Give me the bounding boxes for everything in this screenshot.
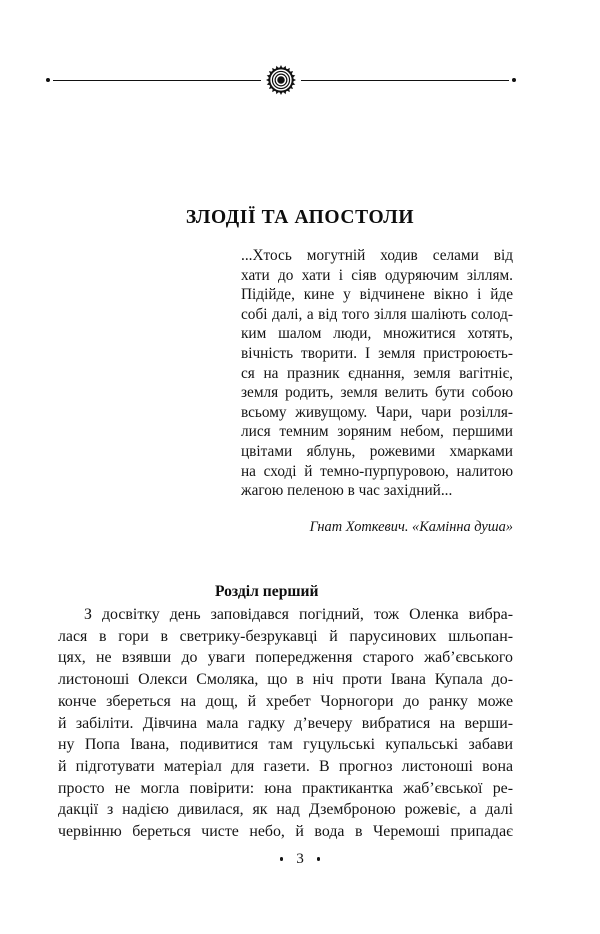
epigraph-line: собі далі, а від того зілля шаліють солод-	[241, 305, 513, 323]
gear-rosette-ornament-icon	[266, 65, 296, 95]
header-ornament-rule	[46, 62, 516, 98]
folio-dot-left-icon	[280, 857, 284, 861]
folio-dot-right-icon	[317, 857, 321, 861]
body-line: конче збереться на дощ, й хребет Чорногори до ранку може	[58, 692, 513, 710]
rule-line-right	[301, 80, 509, 81]
body-line: ну Попа Івана, подивитися там гуцульські купальські забави	[58, 736, 513, 754]
epigraph-line: земля родить, земля велить бути собою	[241, 384, 513, 402]
chapter-title: ЗЛОДІЇ ТА АПОСТОЛИ	[185, 207, 415, 229]
epigraph-line: ...Хтось могутній ходив селами від	[241, 247, 513, 264]
epigraph-line: жагою пеленою в час західний...	[241, 482, 453, 500]
rule-end-dot-left	[46, 78, 50, 82]
page-number: 3	[296, 850, 304, 867]
body-text-block	[58, 604, 513, 843]
epigraph-line: всьому живущому. Чари, чари розілля-	[241, 403, 513, 421]
epigraph-source-attribution: Гнат Хоткевич. «Камінна душа»	[309, 518, 513, 535]
body-line: просто не могла повірити: юна практикантка жаб’євської ре-	[58, 779, 513, 797]
section-heading: Розділ перший	[215, 582, 319, 600]
page-folio	[0, 850, 600, 868]
body-line: цях, не взявши до уваги попередження старого жаб’євського	[58, 649, 513, 667]
rule-line-left	[53, 80, 261, 81]
epigraph-line: цвітами яблунь, рожевими хмарками	[241, 442, 513, 460]
epigraph-line: ся на празник єднання, земля вагітніє,	[241, 364, 513, 382]
body-line: й забіліти. Дівчина мала гадку д’вечеру вибратися на верши-	[58, 714, 513, 732]
rule-end-dot-right	[512, 78, 516, 82]
body-line: лася в гори в светрику-безрукавці й парусинових шльопан-	[58, 627, 513, 645]
epigraph-text	[215, 246, 513, 501]
epigraph-line: на сході й темно-пурпуровою, налитою	[241, 462, 513, 480]
epigraph-line: вічність творити. І земля пристроюєть-	[241, 344, 513, 362]
epigraph-block	[215, 246, 513, 536]
epigraph-line: хати до хати і сіяв одуряючим зіллям.	[241, 266, 513, 284]
body-line: й підготувати матеріал для газети. В прогноз листоноші вона	[58, 757, 513, 775]
epigraph-line: лися темним зоряним небом, першими	[241, 423, 513, 441]
body-line: червінню береться чисте небо, й вода в Черемоші припадає	[58, 823, 513, 841]
epigraph-line: ким шалом люди, множитися хотять,	[241, 325, 513, 343]
body-line: листоноші Олекси Смоляка, що в ніч проти Івана Купала до-	[58, 671, 513, 689]
epigraph-line: Підійде, кине у відчинене вікно і йде	[241, 286, 513, 304]
body-line: дакції з надією дивилася, як над Дземброною рожевіє, а далі	[58, 801, 513, 819]
body-line: З досвітку день заповідався погідний, тож Оленка вибра-	[84, 606, 513, 623]
